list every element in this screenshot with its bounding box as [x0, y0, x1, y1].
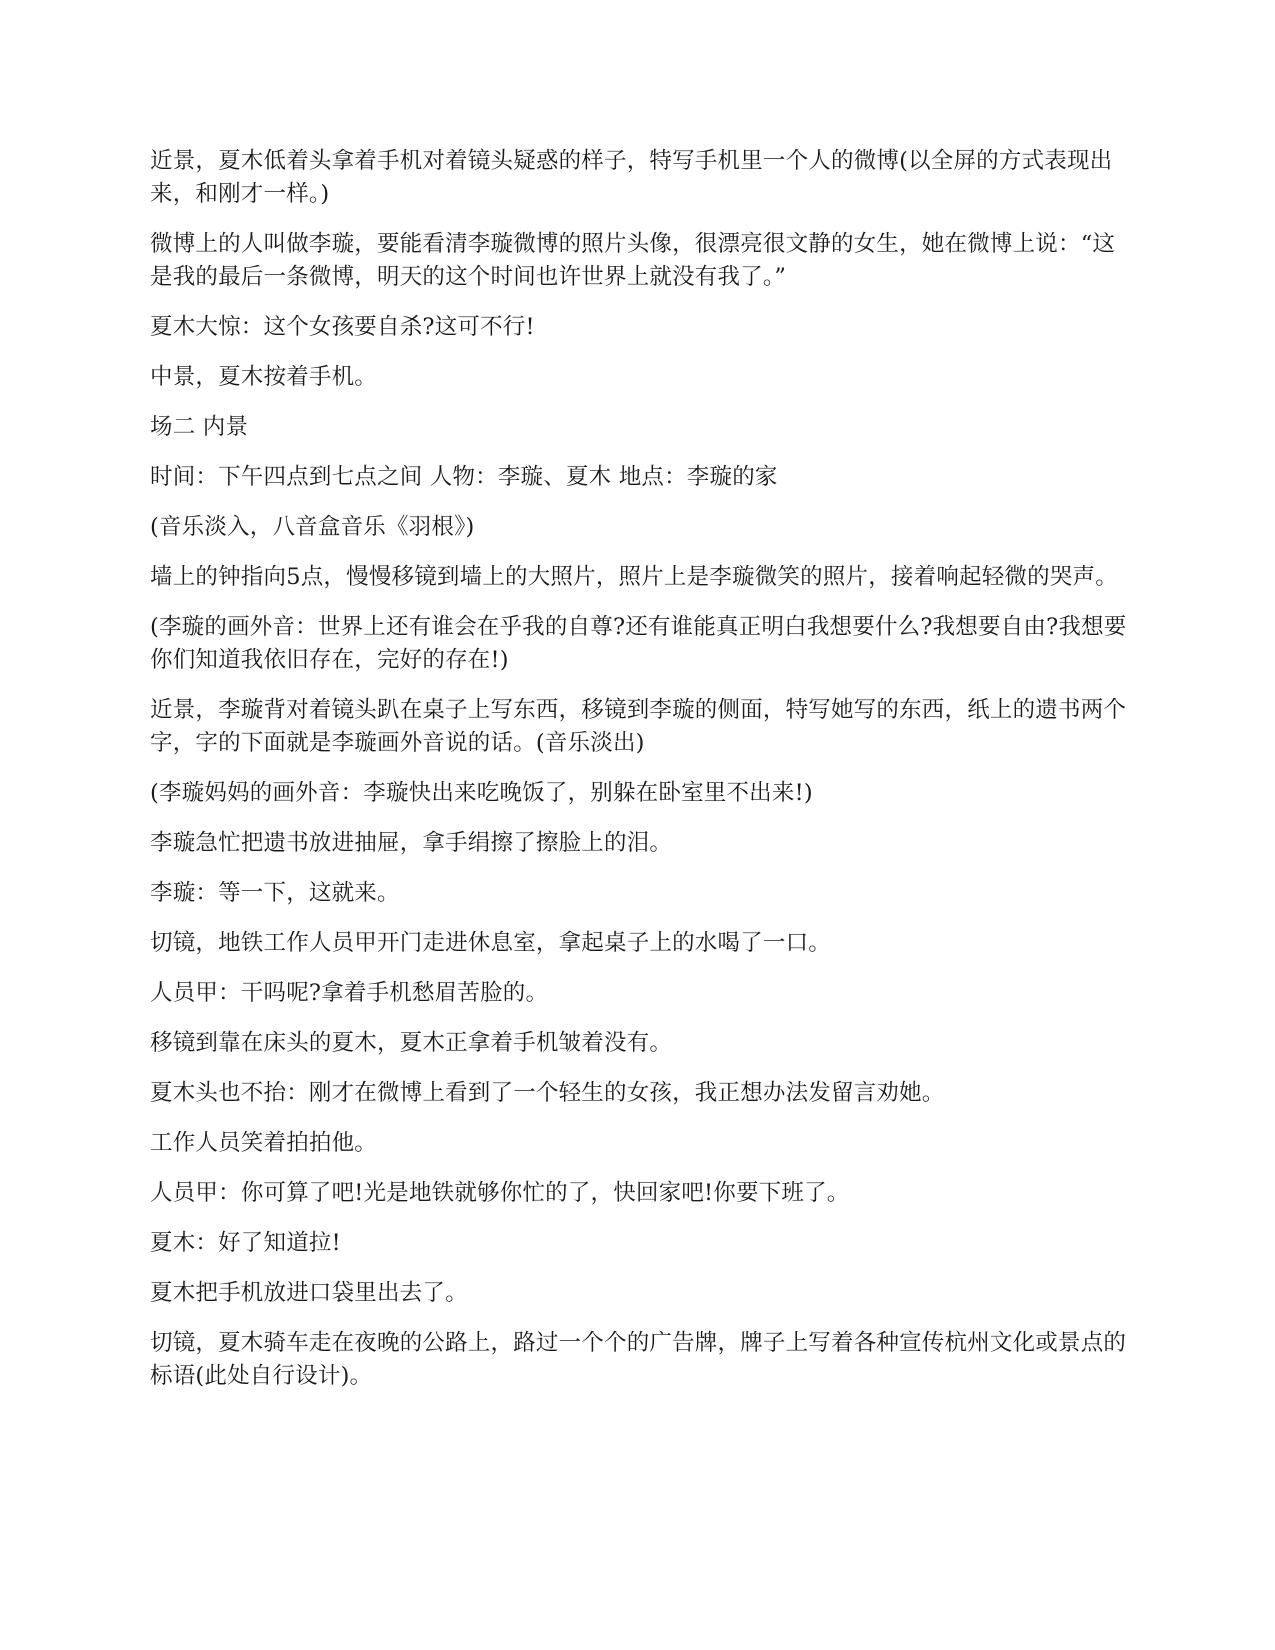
scene-info: 时间：下午四点到七点之间 人物：李璇、夏木 地点：李璇的家: [150, 464, 778, 490]
paragraph: 微博上的人叫做李璇，要能看清李璇微博的照片头像，很漂亮很文静的女生，她在微博上说：“这是我的最后一条微博，明天的这个时间也许世界上就没有我了。”: [150, 231, 1116, 290]
paragraph: 李璇急忙把遗书放进抽屉，拿手绢擦了擦脸上的泪。: [150, 830, 673, 856]
document-body: [150, 145, 1135, 1410]
paragraph: 夏木：好了知道拉!: [150, 1230, 341, 1256]
scene-heading: 场二 内景: [150, 414, 249, 440]
paragraph: 墙上的钟指向5点，慢慢移镜到墙上的大照片，照片上是李璇微笑的照片，接着响起轻微的哭声。: [150, 564, 1118, 590]
paragraph: 人员甲：你可算了吧!光是地铁就够你忙的了，快回家吧!你要下班了。: [150, 1180, 850, 1206]
paragraph: 夏木大惊：这个女孩要自杀?这可不行!: [150, 314, 535, 340]
paragraph: 移镜到靠在床头的夏木，夏木正拿着手机皱着没有。: [150, 1030, 673, 1056]
paragraph: 切镜，地铁工作人员甲开门走进休息室，拿起桌子上的水喝了一口。: [150, 930, 832, 956]
paragraph: 工作人员笑着拍拍他。: [150, 1130, 378, 1156]
paragraph: 夏木把手机放进口袋里出去了。: [150, 1280, 468, 1306]
paragraph: 近景，夏木低着头拿着手机对着镜头疑惑的样子，特写手机里一个人的微博(以全屏的方式表现出来，和刚才一样。): [150, 148, 1113, 207]
paragraph: (李璇的画外音：世界上还有谁会在乎我的自尊?还有谁能真正明白我想要什么?我想要自由?我想要你们知道我依旧存在，完好的存在!): [150, 614, 1127, 673]
paragraph: (音乐淡入，八音盒音乐《羽根》): [150, 514, 475, 540]
paragraph: 中景，夏木按着手机。: [150, 364, 378, 390]
paragraph: 近景，李璇背对着镜头趴在桌子上写东西，移镜到李璇的侧面，特写她写的东西，纸上的遗书两个字，字的下面就是李璇画外音说的话。(音乐淡出): [150, 697, 1127, 756]
paragraph: 夏木头也不抬：刚才在微博上看到了一个轻生的女孩，我正想办法发留言劝她。: [150, 1080, 945, 1106]
paragraph: (李璇妈妈的画外音：李璇快出来吃晚饭了，别躲在卧室里不出来!): [150, 780, 813, 806]
paragraph: 人员甲：干吗呢?拿着手机愁眉苦脸的。: [150, 980, 549, 1006]
paragraph: 切镜，夏木骑车走在夜晚的公路上，路过一个个的广告牌，牌子上写着各种宣传杭州文化或景点的标语(此处自行设计)。: [150, 1330, 1127, 1389]
paragraph: 李璇：等一下，这就来。: [150, 880, 400, 906]
